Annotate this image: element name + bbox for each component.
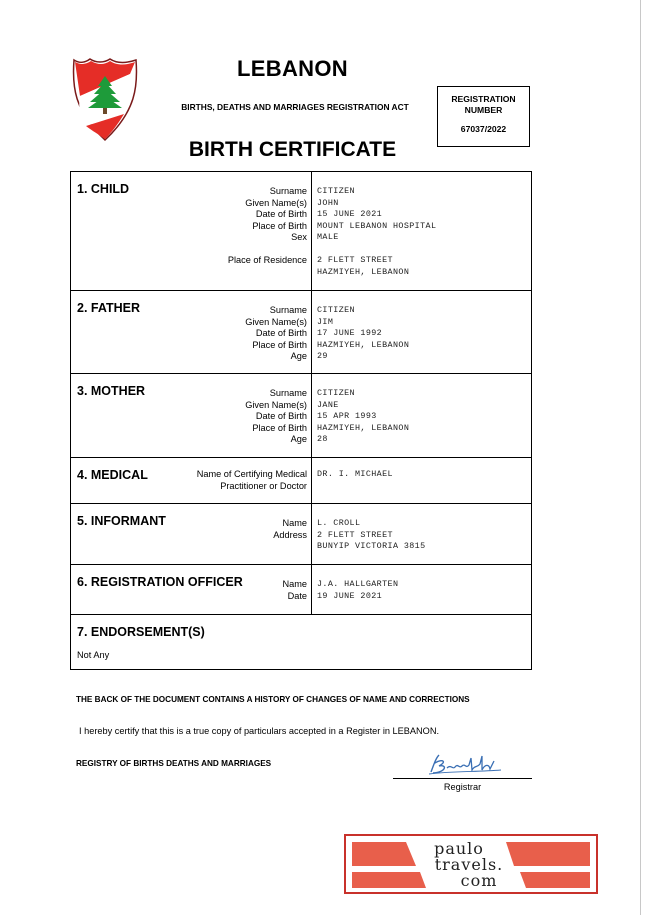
column-divider — [311, 565, 312, 614]
field-label: Date of Birth — [255, 209, 307, 220]
field-value: CITIZEN — [317, 186, 355, 196]
logo-line-3: com — [460, 871, 498, 890]
field-value: CITIZEN — [317, 305, 355, 315]
field-values — [317, 579, 398, 602]
certificate-title: BIRTH CERTIFICATE — [188, 138, 397, 161]
field-value: 17 JUNE 1992 — [317, 328, 383, 339]
registration-number: 67037/2022 — [460, 124, 507, 134]
section-title: 2. FATHER — [77, 301, 140, 315]
column-divider — [311, 374, 312, 457]
field-value: JANE — [317, 399, 339, 410]
field-value: HAZMIYEH, LEBANON — [317, 422, 410, 433]
field-label: Practitioner or Doctor — [220, 480, 307, 491]
section-registration-officer — [71, 565, 531, 615]
logo-line-2: travels. — [434, 855, 504, 874]
field-value: JIM — [317, 316, 334, 327]
section-title: 4. MEDICAL — [77, 468, 148, 482]
logo-line-1: paulo — [434, 839, 484, 858]
field-label: Place of Residence — [227, 254, 307, 265]
field-value: 2 FLETT STREET — [317, 254, 393, 265]
field-label: Address — [273, 529, 307, 540]
field-value: 28 — [317, 434, 328, 445]
field-label: Place of Birth — [252, 422, 307, 433]
field-label: Surname — [269, 305, 307, 315]
country-title: LEBANON — [237, 56, 348, 81]
registration-label-line-2: NUMBER — [464, 105, 503, 115]
field-label: Date of Birth — [255, 411, 307, 422]
field-value: CITIZEN — [317, 388, 355, 398]
field-value: 19 JUNE 2021 — [317, 590, 383, 601]
back-of-document-note: THE BACK OF THE DOCUMENT CONTAINS A HISTORY OF CHANGES OF NAME AND CORRECTIONS — [76, 695, 470, 704]
field-value: L. CROLL — [317, 518, 361, 528]
section-title: 1. CHILD — [77, 182, 130, 196]
field-value: 2 FLETT STREET — [317, 529, 393, 540]
field-labels — [282, 579, 307, 602]
endorsement-value: Not Any — [77, 650, 110, 660]
field-value: 15 APR 1993 — [317, 411, 377, 422]
lebanon-coat-of-arms-icon — [70, 56, 140, 142]
field-label: Date — [287, 590, 307, 601]
logo-text — [346, 841, 596, 889]
field-value: BUNYIP VICTORIA 3815 — [317, 541, 426, 552]
registrar-signature — [425, 752, 505, 778]
column-divider — [311, 172, 312, 290]
field-values — [317, 186, 436, 278]
section-father — [71, 291, 531, 374]
field-labels — [245, 388, 307, 446]
field-label: Place of Birth — [252, 220, 307, 231]
section-child — [71, 172, 531, 291]
field-values — [317, 305, 409, 363]
field-value: 15 JUNE 2021 — [317, 209, 383, 220]
certificate-table — [70, 171, 532, 670]
field-label: Surname — [269, 388, 307, 398]
section-mother — [71, 374, 531, 458]
field-label: Name — [282, 579, 307, 589]
section-title: 3. MOTHER — [77, 384, 146, 398]
field-labels — [197, 469, 307, 492]
field-labels — [245, 305, 307, 363]
field-label: Place of Birth — [252, 339, 307, 350]
field-values — [317, 518, 426, 553]
certification-statement: I hereby certify that this is a true copy of particulars accepted in a Register in LEBANON. — [79, 726, 440, 736]
column-divider — [311, 504, 312, 564]
field-value: DR. I. MICHAEL — [317, 469, 393, 479]
section-medical — [71, 458, 531, 504]
section-informant — [71, 504, 531, 565]
registration-number-box — [437, 86, 530, 147]
field-label: Given Name(s) — [245, 316, 307, 327]
section-endorsement — [71, 615, 531, 669]
field-value: HAZMIYEH, LEBANON — [317, 266, 410, 277]
field-label: Sex — [291, 232, 307, 243]
registration-label-line-1: REGISTRATION — [451, 94, 516, 104]
field-label: Given Name(s) — [245, 399, 307, 410]
field-labels — [273, 518, 307, 541]
watermark-logo — [344, 834, 598, 894]
registrar-label: Registrar — [443, 782, 482, 792]
signature-line — [393, 778, 532, 779]
section-title: 5. INFORMANT — [77, 514, 166, 528]
field-label: Name of Certifying Medical — [196, 469, 307, 479]
field-value: MALE — [317, 232, 339, 243]
field-value: HAZMIYEH, LEBANON — [317, 339, 410, 350]
column-divider — [311, 458, 312, 503]
section-title: 6. REGISTRATION OFFICER — [77, 575, 243, 589]
field-label: Name — [282, 518, 307, 528]
field-label: Given Name(s) — [245, 197, 307, 208]
column-divider — [311, 291, 312, 373]
page-edge — [640, 0, 641, 915]
field-label: Age — [290, 434, 307, 445]
section-title: 7. ENDORSEMENT(S) — [77, 625, 205, 639]
field-value: MOUNT LEBANON HOSPITAL — [317, 220, 437, 231]
registry-name: REGISTRY OF BIRTHS DEATHS AND MARRIAGES — [76, 759, 272, 768]
field-labels — [228, 186, 307, 267]
act-name: BIRTHS, DEATHS AND MARRIAGES REGISTRATION ACT — [181, 102, 409, 112]
field-label: Surname — [269, 186, 307, 196]
field-values — [317, 388, 409, 446]
field-values — [317, 469, 393, 481]
field-value: JOHN — [317, 197, 339, 208]
field-value: J.A. HALLGARTEN — [317, 579, 399, 589]
field-label: Date of Birth — [255, 328, 307, 339]
field-label: Age — [290, 351, 307, 362]
field-value: 29 — [317, 351, 328, 362]
